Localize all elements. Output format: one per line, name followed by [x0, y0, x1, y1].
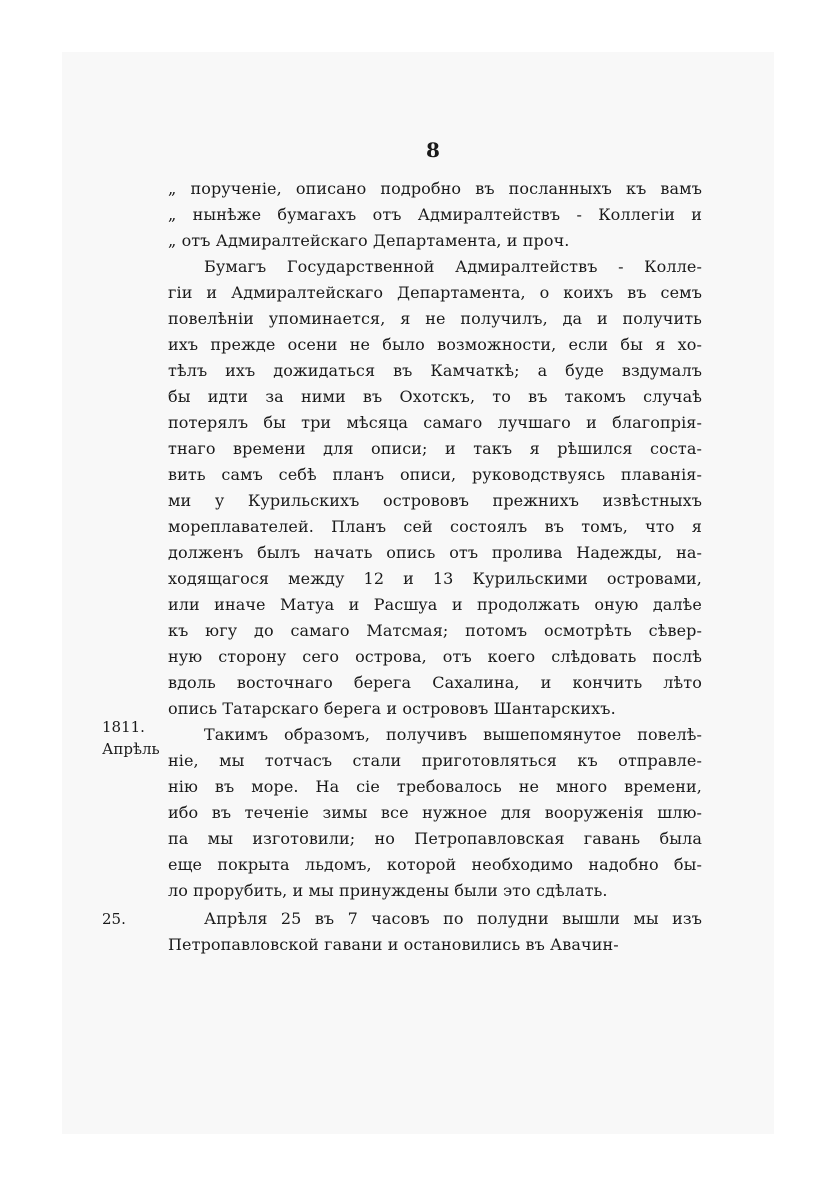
- text-line: Бумагъ Государственной Адмиралтействъ - Колле-: [204, 257, 702, 276]
- margin-day: 25.: [102, 910, 126, 928]
- text-line: долженъ былъ начать опись отъ пролива Надежды, на-: [168, 543, 702, 562]
- text-line: гіи и Адмиралтейскаго Департамента, о коихъ въ семъ: [168, 283, 702, 302]
- text-line: потерялъ бы три мѣсяца самаго лучшаго и благопрія-: [168, 413, 702, 432]
- text-line: повелѣніи упоминается, я не получилъ, да и получить: [168, 309, 702, 328]
- text-line: опись Татарскаго берега и острововъ Шантарскихъ.: [168, 699, 616, 718]
- text-line: еще покрыта льдомъ, которой необходимо надобно бы-: [168, 855, 702, 874]
- text-line: Такимъ образомъ, получивъ вышепомянутое повелѣ-: [204, 725, 702, 744]
- page-number: 8: [426, 138, 440, 162]
- text-line: Петропавловской гавани и остановились въ Авачин-: [168, 935, 619, 954]
- margin-month: Апрѣль: [102, 740, 160, 758]
- text-line: мореплавателей. Планъ сей состоялъ въ томъ, что я: [168, 517, 702, 536]
- text-line: ихъ прежде осени не было возможности, если бы я хо-: [168, 335, 702, 354]
- margin-year: 1811.: [102, 718, 145, 736]
- text-line: ходящагося между 12 и 13 Курильскими островами,: [168, 569, 702, 588]
- text-line: „ порученіе, описано подробно въ посланныхъ къ вамъ: [168, 179, 702, 198]
- text-line: ло прорубить, и мы принуждены были это сдѣлать.: [168, 881, 608, 900]
- text-line: ную сторону сего острова, отъ коего слѣдовать послѣ: [168, 647, 702, 666]
- text-line: ніе, мы тотчасъ стали приготовляться къ отправле-: [168, 751, 702, 770]
- text-line: „ нынѣже бумагахъ отъ Адмиралтействъ - Коллегіи и: [168, 205, 702, 224]
- text-line: па мы изготовили; но Петропавловская гавань была: [168, 829, 702, 848]
- text-line: ми у Курильскихъ острововъ прежнихъ извѣстныхъ: [168, 491, 702, 510]
- text-line: бы идти за ними въ Охотскъ, то въ такомъ случаѣ: [168, 387, 702, 406]
- text-line: нію въ море. На сіе требовалось не много времени,: [168, 777, 702, 796]
- text-line: тѣлъ ихъ дожидаться въ Камчаткѣ; а буде вздумалъ: [168, 361, 702, 380]
- text-line: ибо въ теченіе зимы все нужное для вооруженія шлю-: [168, 803, 702, 822]
- text-line: вдоль восточнаго берега Сахалина, и кончить лѣто: [168, 673, 702, 692]
- text-line: вить самъ себѣ планъ описи, руководствуясь плаванія-: [168, 465, 702, 484]
- text-line: или иначе Матуа и Расшуа и продолжать оную далѣе: [168, 595, 702, 614]
- text-line: „ отъ Адмиралтейскаго Департамента, и проч.: [168, 231, 570, 250]
- text-line: тнаго времени для описи; и такъ я рѣшился соста-: [168, 439, 702, 458]
- text-line: къ югу до самаго Матсмая; потомъ осмотрѣть сѣвер-: [168, 621, 702, 640]
- text-line: Апрѣля 25 въ 7 часовъ по полудни вышли мы изъ: [204, 909, 702, 928]
